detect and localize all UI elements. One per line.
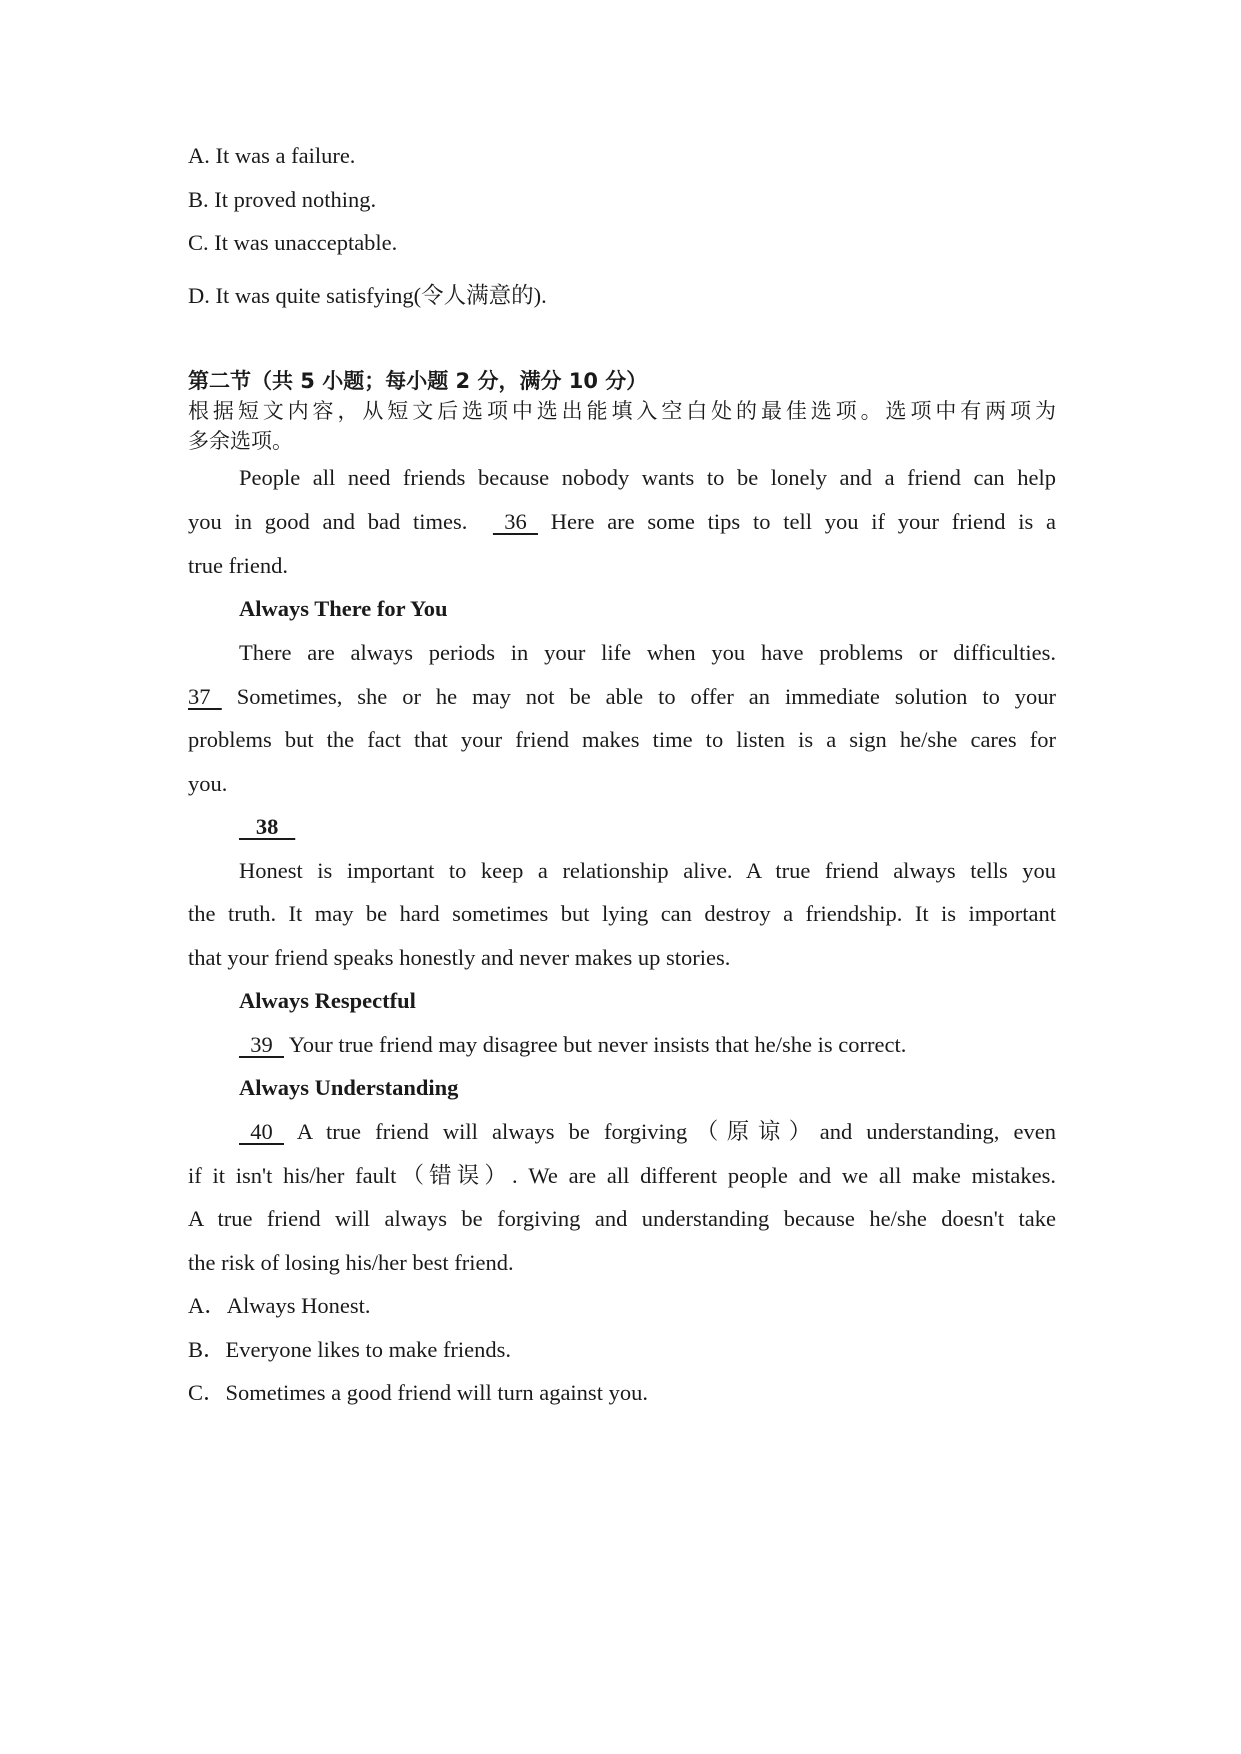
p5-line1-after: A true friend will always be forgiving（原谅）and understanding, even	[296, 1119, 1056, 1144]
p2-line3: problems but the fact that your friend makes time to listen is a sign he/she cares for	[188, 727, 1056, 752]
heading-always-understanding: Always Understanding	[239, 1075, 459, 1100]
heading-always-there: Always There for You	[239, 596, 448, 621]
p3-line3: that your friend speaks honestly and never makes up stories.	[188, 945, 731, 970]
p5-line4: the risk of losing his/her best friend.	[188, 1250, 514, 1275]
blank-40: 40	[239, 1119, 284, 1144]
p1-line2-after: Here are some tips to tell you if your friend is a	[550, 509, 1056, 534]
prev-option-b: B. It proved nothing.	[188, 187, 377, 212]
p4-line1-after: Your true friend may disagree but never insists that he/she is correct.	[288, 1032, 907, 1057]
blank-38: 38	[239, 814, 296, 839]
blank-36: 36	[492, 509, 538, 534]
p4-line1	[239, 1030, 906, 1060]
p5-line2: if it isn't his/her fault（错误）. We are all different people and we all make mistakes.	[188, 1163, 1056, 1188]
p2-line2	[188, 682, 1056, 712]
p3-line1: Honest is important to keep a relationship alive. A true friend always tells you	[239, 858, 1056, 883]
prev-option-a: A. It was a failure.	[188, 143, 356, 168]
blank-38-line	[239, 812, 295, 842]
p1-line1: People all need friends because nobody wants to be lonely and a friend can help	[239, 465, 1056, 490]
option-b: B．Everyone likes to make friends.	[188, 1337, 512, 1362]
p5-line3: A true friend will always be forgiving and understanding because he/she doesn't take	[188, 1206, 1056, 1231]
p1-line3: true friend.	[188, 553, 288, 578]
p3-line2: the truth. It may be hard sometimes but lying can destroy a friendship. It is important	[188, 901, 1056, 926]
blank-39: 39	[239, 1032, 284, 1057]
p5-line1	[239, 1117, 1056, 1147]
option-c: C．Sometimes a good friend will turn against you.	[188, 1380, 648, 1405]
section-instruction-line2: 多余选项。	[188, 429, 293, 453]
p2-line2-after: Sometimes, she or he may not be able to offer an immediate solution to your	[236, 684, 1057, 709]
option-a: A．Always Honest.	[188, 1293, 371, 1318]
section-heading: 第二节（共 5 小题；每小题 2 分，满分 10 分）	[188, 369, 648, 393]
heading-always-respectful: Always Respectful	[239, 988, 416, 1013]
p2-line1: There are always periods in your life when you have problems or difficulties.	[239, 640, 1056, 665]
p1-line2-before: you in good and bad times.	[188, 509, 468, 534]
section-instruction-line1: 根据短文内容，从短文后选项中选出能填入空白处的最佳选项。选项中有两项为	[188, 399, 1056, 423]
p2-line4: you.	[188, 771, 228, 796]
p1-line2	[188, 507, 1056, 537]
prev-option-d: D. It was quite satisfying(令人满意的).	[188, 283, 547, 308]
prev-option-c: C. It was unacceptable.	[188, 230, 398, 255]
blank-37: 37	[188, 684, 222, 709]
